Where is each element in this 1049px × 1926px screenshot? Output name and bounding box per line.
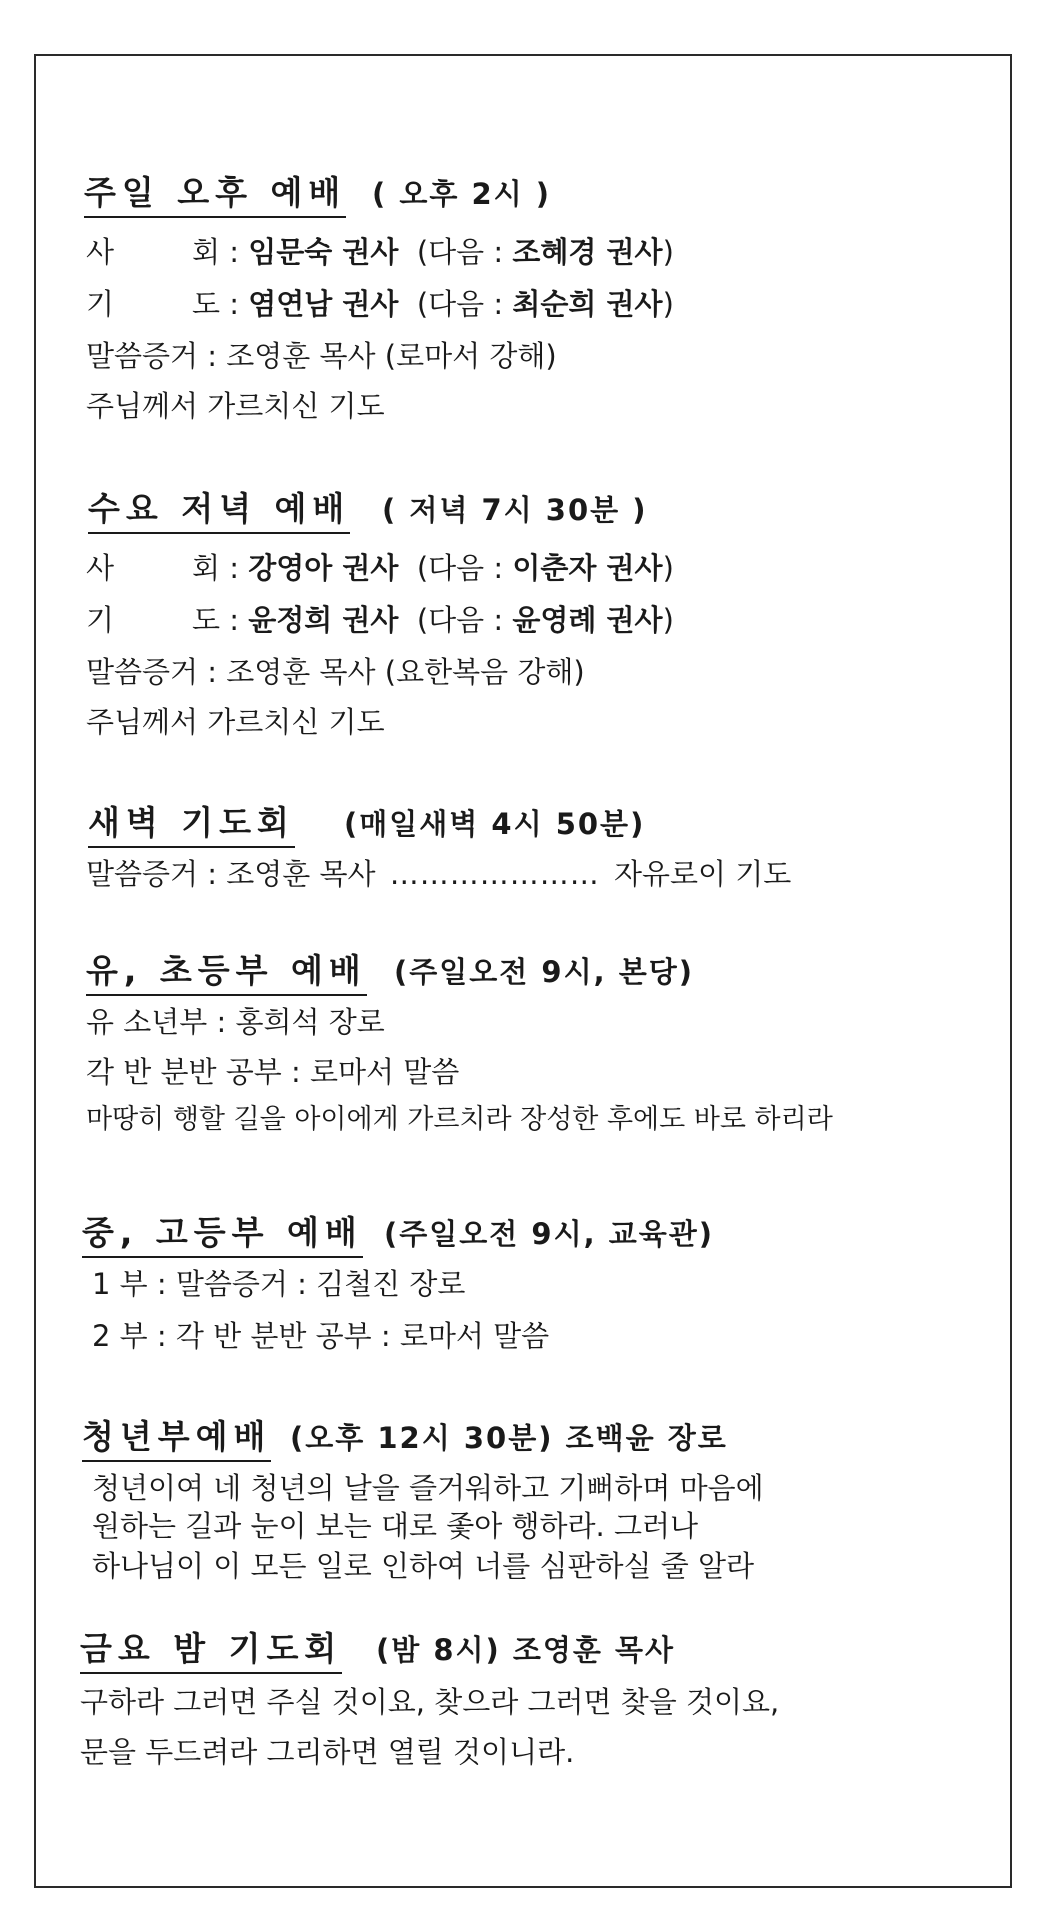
section-title: 새벽 기도회 bbox=[88, 797, 295, 848]
verse-line: 마땅히 행할 길을 아이에게 가르치라 장성한 후에도 바로 하리라 bbox=[86, 1104, 833, 1135]
section-title: 수요 저녁 예배 bbox=[88, 483, 350, 534]
youth-service bbox=[36, 1206, 1010, 1353]
verse-line: 하나님이 이 모든 일로 인하여 너를 심판하실 줄 알라 bbox=[92, 1549, 755, 1583]
closing-line: 주님께서 가르치신 기도 bbox=[86, 705, 385, 739]
section-header bbox=[36, 482, 1010, 534]
verse-line: 원하는 길과 눈이 보는 대로 좇아 행하라. 그러나 bbox=[92, 1509, 699, 1543]
section-time: (밤 8시) 조영훈 목사 bbox=[376, 1633, 676, 1667]
closing-line: 주님께서 가르치신 기도 bbox=[86, 389, 385, 423]
wednesday-evening-service bbox=[36, 482, 1010, 739]
prayer-line: 기 도 : 윤정희 권사 (다음 : 윤영례 권사) bbox=[86, 603, 674, 637]
section-header bbox=[36, 166, 1010, 218]
friday-night-prayer bbox=[36, 1622, 1010, 1769]
section-header bbox=[36, 1410, 1010, 1462]
sermon-line: 말씀증거 : 조영훈 목사 (로마서 강해) bbox=[86, 339, 557, 373]
dawn-prayer-meeting bbox=[36, 796, 1010, 891]
prayer-line: 기 도 : 염연남 권사 (다음 : 최순희 권사) bbox=[86, 287, 674, 321]
section-title: 금요 밤 기도회 bbox=[80, 1623, 342, 1674]
leader-name: 강영아 권사 bbox=[248, 551, 399, 585]
sermon-line: 말씀증거 : 조영훈 목사 ………………… 자유로이 기도 bbox=[86, 857, 792, 891]
sermon-line: 말씀증거 : 조영훈 목사 (요한복음 강해) bbox=[86, 655, 585, 689]
prayer-name: 윤정희 권사 bbox=[248, 603, 399, 637]
dotted-leader: ………………… bbox=[389, 857, 600, 891]
next-leader-name: 이춘자 권사 bbox=[512, 551, 663, 585]
study-line: 각 반 분반 공부 : 로마서 말씀 bbox=[86, 1055, 460, 1089]
section-header bbox=[36, 796, 1010, 848]
section-time: ( 저녁 7시 30분 ) bbox=[382, 493, 648, 527]
verse-line: 청년이여 네 청년의 날을 즐거워하고 기뻐하며 마음에 bbox=[92, 1471, 764, 1505]
part-two-line: 2 부 : 각 반 분반 공부 : 로마서 말씀 bbox=[92, 1319, 550, 1353]
leader-line: 사 회 : 강영아 권사 (다음 : 이춘자 권사) bbox=[86, 551, 674, 585]
verse-line: 구하라 그러면 주실 것이요, 찾으라 그러면 찾을 것이요, bbox=[80, 1685, 780, 1719]
section-header bbox=[36, 1622, 1010, 1674]
section-time: ( 오후 2시 ) bbox=[372, 177, 552, 211]
leader-line: 유 소년부 : 홍희석 장로 bbox=[86, 1005, 385, 1039]
children-service bbox=[36, 944, 1010, 1135]
section-title: 청년부예배 bbox=[82, 1411, 271, 1462]
young-adult-service bbox=[36, 1410, 1010, 1583]
section-time: (오후 12시 30분) 조백윤 장로 bbox=[290, 1421, 728, 1455]
leader-line: 사 회 : 임문숙 권사 (다음 : 조혜경 권사) bbox=[86, 235, 674, 269]
prayer-name: 염연남 권사 bbox=[248, 287, 399, 321]
verse-line: 문을 두드려라 그리하면 열릴 것이니라. bbox=[80, 1735, 575, 1769]
bulletin-frame bbox=[34, 54, 1012, 1888]
section-time: (주일오전 9시, 교육관) bbox=[384, 1217, 715, 1251]
next-leader-name: 조혜경 권사 bbox=[512, 235, 663, 269]
leader-name: 임문숙 권사 bbox=[248, 235, 399, 269]
next-prayer-name: 최순희 권사 bbox=[512, 287, 663, 321]
section-time: (매일새벽 4시 50분) bbox=[344, 807, 646, 841]
section-title: 유, 초등부 예배 bbox=[86, 945, 367, 996]
next-prayer-name: 윤영례 권사 bbox=[512, 603, 663, 637]
part-one-line: 1 부 : 말씀증거 : 김철진 장로 bbox=[92, 1267, 466, 1301]
section-title: 주일 오후 예배 bbox=[84, 167, 346, 218]
section-header bbox=[36, 944, 1010, 996]
closing-text: 자유로이 기도 bbox=[614, 857, 792, 891]
sunday-afternoon-service bbox=[36, 166, 1010, 423]
section-time: (주일오전 9시, 본당) bbox=[394, 955, 694, 989]
section-title: 중, 고등부 예배 bbox=[82, 1207, 363, 1258]
section-header bbox=[36, 1206, 1010, 1258]
